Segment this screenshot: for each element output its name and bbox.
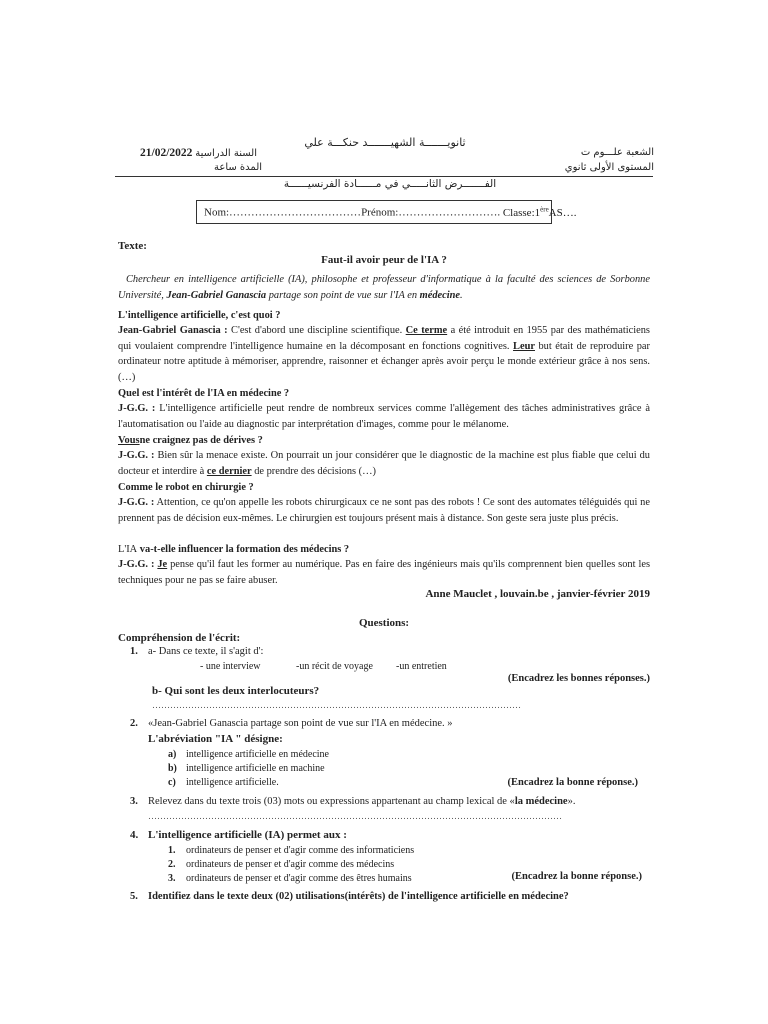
question-3: 3. Relevez dans du texte trois (03) mots ou expressions appartenant au champ lexical de «la médecine». [130,796,576,807]
answer-paragraph-2: J-G.G. : L'intelligence artificielle peut rendre de nombreux services comme l'allègement des tâches administratives grâce à l'automatisation ou l'aide au diagnostic par interprétation d'images, comme pour le mélanome. [118,403,650,430]
question-2-quote: 2. «Jean-Gabriel Ganascia partage son point de vue sur l'IA en médecine. » [130,718,453,729]
question-5: 5. Identifiez dans le texte deux (02) utilisations(intérêts) de l'intelligence artificielle en médecine? [130,891,569,902]
classe-field[interactable]: Classe:1èreAS…. [502,205,577,219]
q4-option-1[interactable]: 1. ordinateurs de penser et d'agir comme des informaticiens [168,845,415,856]
intro-paragraph: Chercheur en intelligence artificielle (IA), philosophe et professeur d'informatique à la faculté des sciences de Sorbonne Université, Jean-Gabriel Ganascia partage son point de vue sur l'IA en médecine. [118,274,650,301]
q1a-option-recit[interactable]: -un récit de voyage [296,661,373,672]
identity-line [204,205,576,219]
q4-option-3[interactable]: 3. ordinateurs de penser et d'agir comme des êtres humains [168,873,412,884]
question-4-stem: 4. L'intelligence artificielle (IA) permet aux : [130,829,347,841]
q1b-answer-line[interactable]: …………………………………………………………………………………………………………… [152,700,521,710]
q2-option-a[interactable]: a) intelligence artificielle en médecine [168,749,329,760]
nom-field[interactable]: Nom:……………………………… [204,206,362,219]
q3-answer-line[interactable]: ………………………………………………………………………………………………………………………… [148,811,562,821]
question-1b: b- Qui sont les deux interlocuteurs? [152,685,320,697]
question-heading-2: Quel est l'intérêt de l'IA en médecine ? [118,388,290,399]
question-heading-3: Vousne craignez pas de dérives ? [118,435,263,446]
text-label: Texte: [118,240,147,252]
level: المستوى الأولى ثانوي [564,162,654,173]
exam-duration: المدة ساعة [214,162,263,173]
q1a-option-entretien[interactable]: -un entretien [396,661,447,672]
text-title: Faut-il avoir peur de l'IA ? [321,254,447,266]
question-2-stem: L'abréviation "IA " désigne: [148,733,283,745]
exam-title: الفـــــــرض الثانـــــي في مــــــادة الفرنسيــــــة [283,178,497,190]
answer-paragraph-5: J-G.G. : Je pense qu'il faut les former au numérique. Pas en faire des ingénieurs mais qu'ils comprennent bien quelles sont les techniques pour ne pas se faire abuser. [118,559,650,586]
q1a-instruction: (Encadrez les bonnes réponses.) [507,673,650,684]
answer-paragraph-4: J-G.G. : Attention, ce qu'on appelle les robots chirurgicaux ce ne sont pas des robots ! Ce sont des automates téléguidés qui ne prennent pas de décision eux-mêmes. Le chirurgien est toujours présent mais à distance. Son geste sera juste plus précis. [118,497,650,524]
question-heading-4: Comme le robot en chirurgie ? [118,482,254,493]
q4-instruction: (Encadrez la bonne réponse.) [511,871,642,882]
header-divider [115,176,653,177]
questions-section: Compréhension de l'écrit: [118,632,241,644]
q1a-option-interview[interactable]: - une interview [200,661,261,672]
q2-instruction: (Encadrez la bonne réponse.) [507,777,638,788]
question-heading-1: L'intelligence artificielle, c'est quoi ? [118,310,281,321]
answer-paragraph-1: Jean-Gabriel Ganascia : C'est d'abord une discipline scientifique. Ce terme a été introduit en 1955 par des mathématiciens qui voulaient comprendre l'intelligence humaine en la décomposant en fonctions cognitives. Leur but était de reproduire par ordinateur notre aptitude à mémoriser, apprendre, raisonner et échanger après avoir perçu le monde extérieur grâce à nos sens. (…) [118,325,651,383]
questions-title: Questions: [358,617,410,629]
question-heading-5: L'IA va-t-elle influencer la formation des médecins ? [118,544,350,555]
branch: الشعبة علـــوم ت [580,147,654,158]
exam-date-line [140,147,257,159]
exam-date: 21/02/2022 [140,147,193,159]
question-1a: 1. a- Dans ce texte, il s'agit d': [130,646,264,657]
q4-option-2[interactable]: 2. ordinateurs de penser et d'agir comme des médecins [168,859,395,870]
school-year-label: السنة الدراسية [195,148,258,159]
q2-option-c[interactable]: c) intelligence artificielle. [168,777,279,788]
school-name: ثانويـــــــة الشهيـــــــد حنكـــة علي [304,136,466,149]
answer-paragraph-3: J-G.G. : Bien sûr la menace existe. On pourrait un jour considérer que le diagnostic de la machine est plus fiable que celui du docteur et interdire à ce dernier de prendre des décisions (…) [118,450,650,477]
q2-option-b[interactable]: b) intelligence artificielle en machine [168,763,325,774]
text-source: Anne Mauclet , louvain.be , janvier-février 2019 [425,588,650,600]
prenom-field[interactable]: Prénom:………………………. [361,206,501,219]
